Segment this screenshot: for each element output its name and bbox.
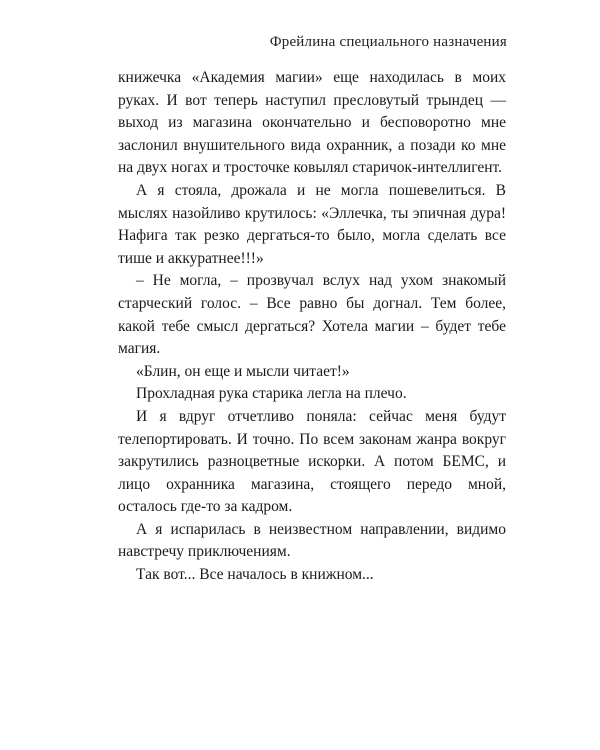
paragraph: И я вдруг отчетливо поняла: сейчас меня будут телепортировать. И точно. По всем законам жанра вокруг закрутились разноцветные искорки. А потом БЕМС, и лицо охранника магазина, стоящего передо мной, осталось где-то за кадром. xyxy=(118,407,506,516)
paragraph: Так вот... Все началось в книжном... xyxy=(136,566,374,584)
paragraph: А я стояла, дрожала и не могла пошевелиться. В мыслях назойливо крутилось: «Эллечка, ты эпичная дура! Нафига так резко дергаться-то было, могла сделать все тише и аккуратнее!!!» xyxy=(118,181,506,267)
paragraph: книжечка «Академия магии» еще находилась в моих руках. И вот теперь наступил пресловутый трындец — выход из магазина окончательно и бесповоротно мне заслонил внушительного вида охранник, а позади ко мне на двух ногах и тросточке ковылял старичок-интеллигент. xyxy=(118,69,506,177)
body-text xyxy=(118,67,506,587)
paragraph: – Не могла, – прозвучал вслух над ухом знакомый старческий голос. – Все равно бы догнал. Тем более, какой тебе смысл дергаться? Хотела магии – будет тебе магия. xyxy=(118,272,506,358)
running-header: Фрейлина специального назначения xyxy=(269,34,507,50)
paragraph: Прохладная рука старика легла на плечо. xyxy=(136,385,407,403)
paragraph: «Блин, он еще и мысли читает!» xyxy=(136,362,350,380)
paragraph: А я испарилась в неизвестном направлении, видимо навстречу приключениям. xyxy=(118,520,506,561)
